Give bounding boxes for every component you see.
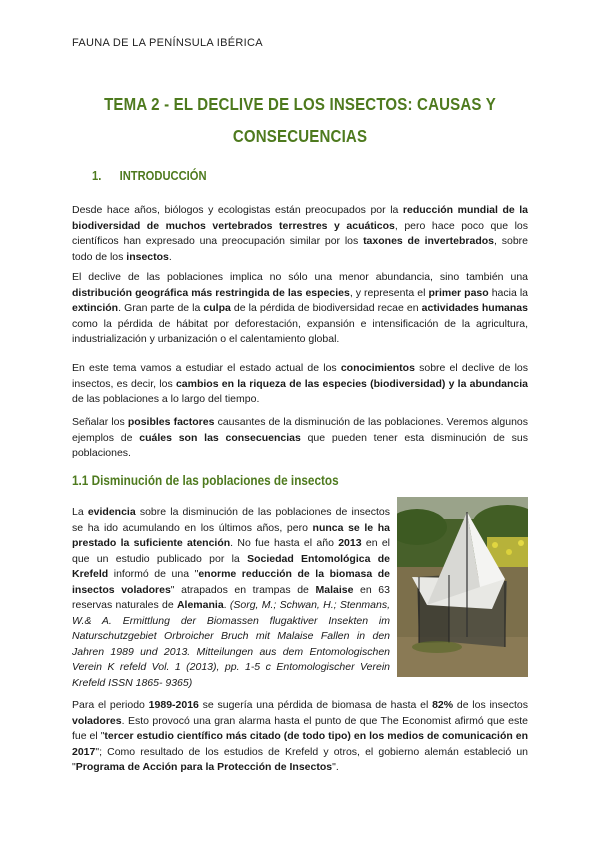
citation: (Sorg, M.; Schwan, H.; Stenmans, W.& A. Ermittlung der Biomassen flugaktiver Insekten im Naturschutzgebiet Orbroicher Bruch mit Malaise Fallen in den Jahren 1989 und 2013. Mitteilungen aus dem Entomologischen Verein K refeld Vol. 1 (2013), pp. 1-5 c Entomologischer Verein Krefeld ISSN 1865- 9365) bbox=[72, 599, 391, 689]
section-title: INTRODUCCIÓN bbox=[119, 168, 207, 183]
paragraph-5: La evidencia sobre la disminución de las poblaciones de insectos se ha ido acumulando en los últimos años, pero nunca se le ha prestado la suficiente atención. No fue hasta el año 2013 en el que un estudio publicado por la Sociedad Entomológica de Krefeld informó de una "enorme reducción de la biomasa de insectos voladores" atrapados en trampas de Malaise en 63 reservas naturales de Alemania. (Sorg, M.; Schwan, H.; Stenmans, W.& A. Ermittlung der Biomassen flugaktiver Insekten im Naturschutzgebiet Orbroicher Bruch mit Malaise Fallen in den Jahren 1989 und 2013. Mitteilungen aus dem Entomologischen Verein K refeld Vol. 1 (2013), pp. 1-5 c Entomologischer Verein Krefeld ISSN 1865- 9365) bbox=[72, 506, 391, 689]
malaise-trap-photo bbox=[397, 497, 528, 677]
paragraph-6: Para el periodo 1989-2016 se sugería una pérdida de biomasa de hasta el 82% de los insectos voladores. Esto provocó una gran alarma hasta el punto de que The Economist afirmó que este fue el "tercer estudio científico más citado (de todo tipo) en los medios de comunicación en 2017"; Como resultado de los estudios de Krefeld y otros, el gobierno alemán estableció un "Programa de Acción para la Protección de Insectos". bbox=[72, 699, 528, 773]
paragraph-1: Desde hace años, biólogos y ecologistas están preocupados por la reducción mundial de la biodiversidad de muchos vertebrados terrestres y acuáticos, pero hace poco que los científicos han expresado una preocupación similar por los taxones de invertebrados, sobre todo de los insectos. bbox=[72, 204, 529, 263]
page-title bbox=[104, 88, 496, 152]
page-header: FAUNA DE LA PENÍNSULA IBÉRICA bbox=[72, 37, 263, 49]
section-number: 1. bbox=[92, 168, 102, 183]
paragraph-2: El declive de las poblaciones implica no sólo una menor abundancia, sino también una distribución geográfica más restringida de las especies, y representa el primer paso hacia la extinción. Gran parte de la culpa de la pérdida de biodiversidad recae en actividades humanas como la pérdida de hábitat por deforestación, expansión e intensificación de la agricultura, industrialización y urbanización o el calentamiento global. bbox=[72, 271, 529, 345]
section-heading-introduccion bbox=[92, 168, 207, 183]
section-heading-disminucion: 1.1 Disminución de las poblaciones de insectos bbox=[72, 472, 339, 488]
title-line-1: TEMA 2 - EL DECLIVE DE LOS INSECTOS: CAUSAS Y bbox=[104, 94, 496, 114]
title-line-2: CONSECUENCIAS bbox=[232, 126, 368, 146]
paragraph-3: En este tema vamos a estudiar el estado actual de los conocimientos sobre el declive de los insectos, es decir, los cambios en la riqueza de las especies (biodiversidad) y la abundancia de las poblaciones a lo largo del tiempo. bbox=[72, 362, 529, 405]
paragraph-4: Señalar los posibles factores causantes de la disminución de las poblaciones. Veremos algunos ejemplos de cuáles son las consecuencias que pueden tener esta disminución de sus poblaciones. bbox=[72, 416, 529, 459]
